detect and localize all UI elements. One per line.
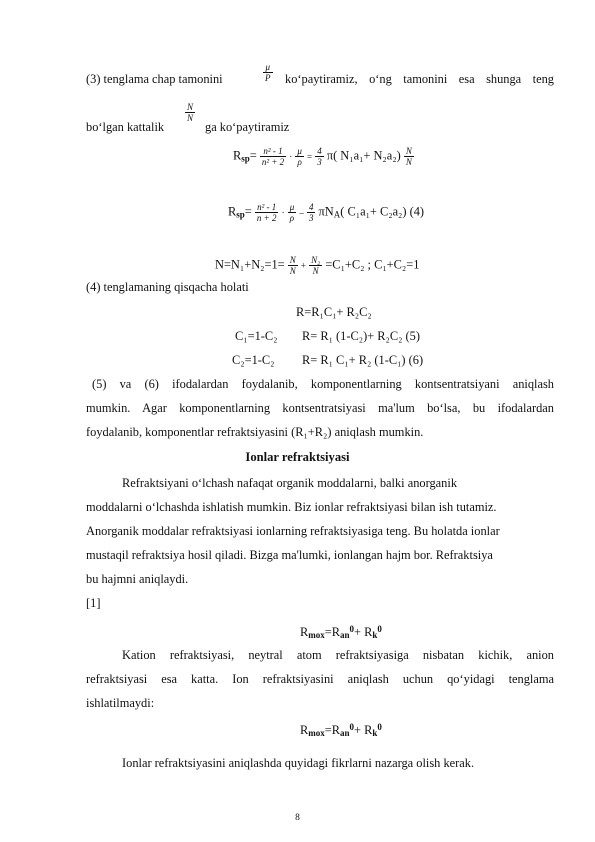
equation-6-left: C₂=1-C₂ <box>232 353 275 367</box>
eq-fraction <box>315 146 324 167</box>
equation-molar-refraction-2 <box>228 202 424 223</box>
numerator: 4 <box>317 146 322 156</box>
paragraph-ions-line: Anorganik moddalar refraktsiyasi ionlarning refraktsiyasiga teng. Bu holatda ionlar <box>86 524 500 538</box>
paragraph-ions-line: moddalarni o‘lchashda ishlatish mumkin. Biz ionlar refraktsiyasi bilan ish tutamiz. <box>86 500 497 514</box>
numerator: μ <box>263 62 273 73</box>
intro-line-1-left <box>86 72 223 86</box>
eq-term: ( C₁a₁+ C₂a₂) (4) <box>340 204 425 219</box>
eq-symbol: R <box>233 148 242 163</box>
numerator: N₂ <box>311 255 321 265</box>
denominator: N <box>405 157 412 167</box>
equation-ionic-refraction-2 <box>300 720 382 740</box>
eq-term: =C₁+C₂ ; C₁+C₂=1 <box>325 257 420 272</box>
paragraph-cation-line: refraktsiyasi esa katta. Ion refraktsiyasini aniqlash uchun qo‘yidagi tenglama <box>86 672 554 686</box>
short-form-label: (4) tenglamaning qisqacha holati <box>86 280 249 294</box>
eq-fraction <box>260 146 286 167</box>
eq-dash: – <box>299 207 304 218</box>
eq-equals: = <box>244 204 252 219</box>
text-segment: (3) tenglama chap tamonini <box>86 72 223 86</box>
paragraph-concentration-line: mumkin. Agar komponentlarning kontsentratsiyasi ma'lum bo‘lsa, bu ifodalardan <box>86 401 554 415</box>
eq-symbol: + R <box>354 625 373 639</box>
intro-line-2-right <box>205 120 289 134</box>
eq-subscript: mox <box>308 630 325 640</box>
equation-4: R=R₁C₁+ R₂C₂ <box>296 305 372 319</box>
denominator: N <box>289 266 296 276</box>
eq-equals: = <box>307 151 313 162</box>
eq-subscript: sp <box>236 209 245 220</box>
numerator: n² - 1 <box>255 202 279 213</box>
eq-subscript: mox <box>308 728 325 738</box>
eq-symbol: + R <box>354 723 373 737</box>
fraction-na-n <box>185 102 195 123</box>
paragraph-concentration-line: (5) va (6) ifodalardan foydalanib, komponentlarning kontsentratsiyani aniqlash <box>92 377 554 391</box>
eq-fraction <box>288 202 297 223</box>
denominator: n + 2 <box>256 213 277 223</box>
eq-symbol: R <box>300 723 309 737</box>
denominator: ρ <box>289 213 295 223</box>
denominator: 3 <box>308 213 314 223</box>
eq-symbol: =R <box>324 723 341 737</box>
paragraph-cation-line: Kation refraktsiyasi, neytral atom refraktsiyasiga nisbatan kichik, anion <box>122 648 554 662</box>
paragraph-concentration-last: foydalanib, komponentlar refraktsiyasini (R₁+R₂) aniqlash mumkin. <box>86 425 424 439</box>
intro-line-2-left <box>86 120 164 134</box>
eq-fraction <box>307 202 316 223</box>
page-number: 8 <box>295 813 300 823</box>
eq-fraction <box>309 255 322 276</box>
denominator: N <box>312 266 319 276</box>
fraction-mu-rho <box>263 62 273 83</box>
eq-symbol: R <box>228 204 237 219</box>
text-segment: ko‘paytiramiz, o‘ng tamonini esa shunga teng <box>285 72 554 86</box>
equation-ionic-refraction-1 <box>300 622 382 642</box>
eq-dot: · <box>281 207 285 218</box>
eq-fraction <box>295 146 304 167</box>
eq-subscript: sp <box>241 153 250 164</box>
eq-superscript: 0 <box>377 624 382 634</box>
paragraph-ions-line: Refraktsiyani o‘lchash nafaqat organik moddalarni, balki anorganik <box>122 476 458 490</box>
numerator: μ <box>289 202 295 212</box>
eq-term: π( N₁a₁+ N₂a₂) <box>326 148 401 163</box>
denominator: 3 <box>317 157 322 167</box>
denominator: N <box>187 113 194 123</box>
eq-subscript: k <box>372 728 378 738</box>
eq-plus: + <box>300 260 306 271</box>
paragraph-ions-line: bu hajmni aniqlaydi. <box>86 572 189 586</box>
citation-reference: [1] <box>86 596 101 610</box>
eq-subscript: an <box>340 630 350 640</box>
eq-subscript: A <box>333 209 341 220</box>
text-segment: bo‘lgan kattalik <box>86 120 165 134</box>
eq-subscript: an <box>340 728 350 738</box>
numerator: N <box>289 255 296 265</box>
eq-superscript: 0 <box>349 624 355 634</box>
section-heading: Ionlar refraktsiyasi <box>245 450 350 464</box>
denominator: n² + 2 <box>261 157 285 167</box>
numerator: N <box>187 102 194 112</box>
intro-line-1-right <box>285 72 554 86</box>
paragraph-ions-line: mustaqil refraktsiya hosil qiladi. Bizga ma'lumki, ionlangan hajm bor. Refraktsiya <box>86 548 493 562</box>
equation-5-right: R= R₁ (1-C₂)+ R₂C₂ (5) <box>302 329 420 343</box>
equation-5-left: C₁=1-C₂ <box>235 329 278 343</box>
numerator: 4 <box>308 202 314 212</box>
denominator: P <box>265 73 271 83</box>
equation-6-right: R= R₁ C₁+ R₂ (1-C₁) (6) <box>302 353 424 367</box>
eq-dot: · <box>289 151 293 162</box>
text-segment: ga ko‘paytiramiz <box>205 120 290 134</box>
numerator: n² - 1 <box>260 146 286 157</box>
eq-fraction <box>288 255 298 276</box>
numerator: μ <box>297 146 302 156</box>
eq-symbol: R <box>300 625 309 639</box>
eq-superscript: 0 <box>377 722 382 732</box>
eq-equals: = <box>249 148 257 163</box>
fraction <box>185 102 195 123</box>
eq-subscript: k <box>372 630 378 640</box>
paragraph-final: Ionlar refraktsiyasini aniqlashda quyidagi fikrlarni nazarga olish kerak. <box>122 756 475 770</box>
eq-term: πN <box>318 204 334 219</box>
eq-fraction <box>255 202 279 223</box>
equation-mole-fraction-sum <box>215 255 419 276</box>
denominator: ρ <box>297 157 302 167</box>
eq-superscript: 0 <box>349 722 355 732</box>
eq-term: N=N₁+N₂=1= <box>215 257 285 272</box>
numerator: N <box>405 146 412 156</box>
eq-symbol: =R <box>324 625 341 639</box>
eq-fraction <box>404 146 414 167</box>
equation-molar-refraction-1 <box>233 146 414 167</box>
fraction <box>263 62 273 83</box>
paragraph-cation-last: ishlatilmaydi: <box>86 696 155 710</box>
